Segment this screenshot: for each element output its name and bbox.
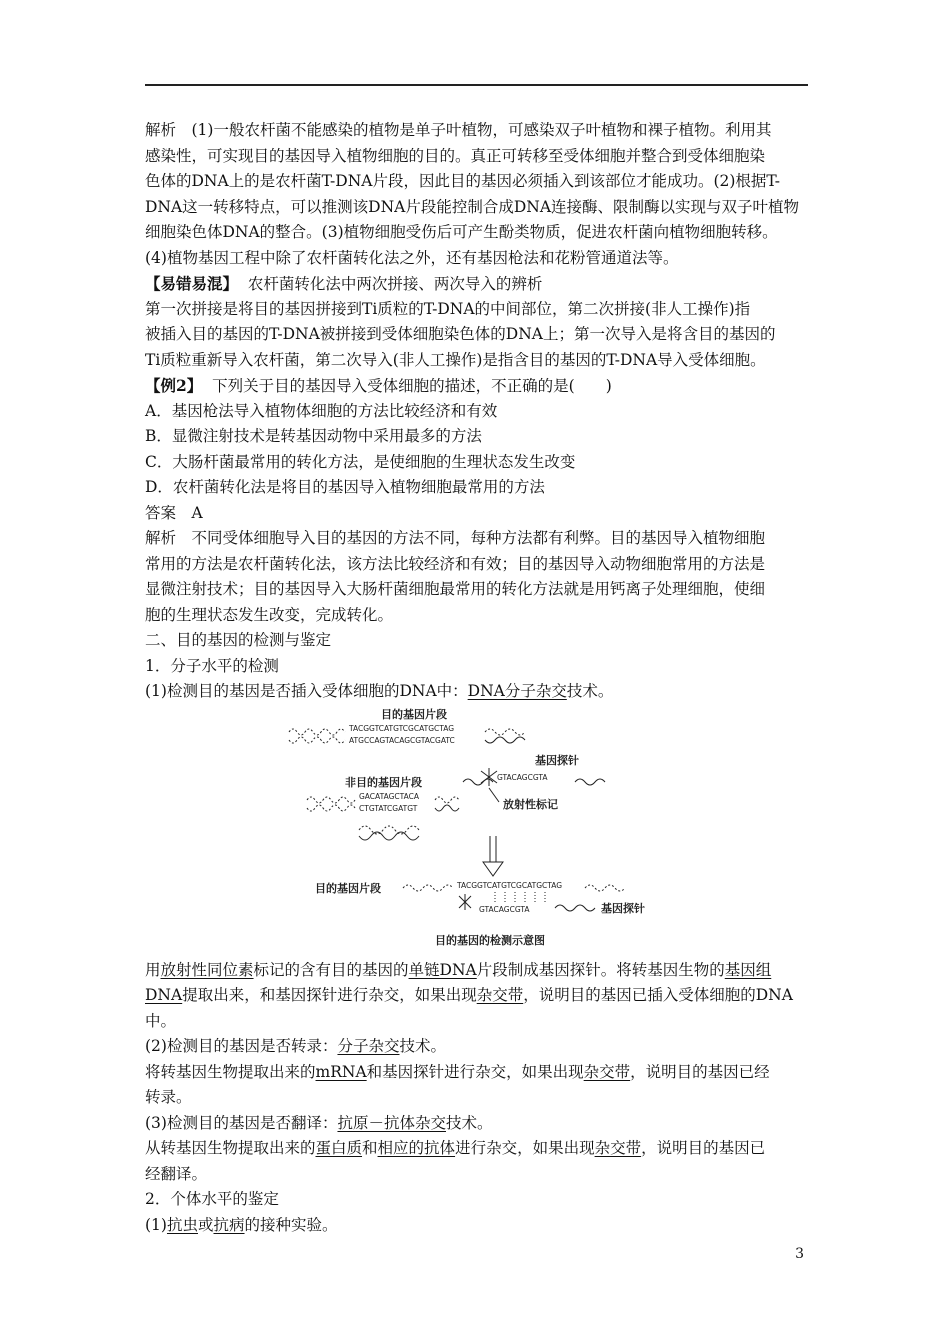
radioactive-label: 放射性标记 [503, 797, 558, 811]
down-arrow [483, 836, 503, 876]
probe-label: 基因探针 [535, 753, 579, 767]
text: 的接种实验。 [244, 1215, 338, 1234]
text: 将转基因生物提取出来的 [145, 1062, 316, 1081]
item-3 [145, 1111, 810, 1137]
para2-line: 转录。 [145, 1088, 192, 1106]
text: 或 [197, 1215, 214, 1234]
result-seq: TACGGTCATGTCGCATGCTAG [457, 880, 563, 890]
analysis-line: 色体的DNA上的是农杆菌T-DNA片段，因此目的基因必须插入到该部位才能成功。(2)根据T- [145, 172, 780, 190]
item-text: (1)检测目的基因是否插入受体细胞的DNA中： [145, 682, 468, 700]
text: ，说明目的基因已经 [630, 1062, 770, 1081]
text: 从转基因生物提取出来的 [145, 1139, 316, 1157]
option-b: B．显微注射技术是转基因动物中采用最多的方法 [145, 427, 482, 445]
underlined-term: DNA [145, 986, 183, 1004]
item-4 [145, 1213, 810, 1239]
subsection-heading: 2．个体水平的鉴定 [145, 1190, 279, 1208]
subsection-heading: 1．分子水平的检测 [145, 656, 279, 675]
result-left-label: 目的基因片段 [315, 881, 381, 895]
analysis-line: DNA这一转移特点，可以推测该DNA片段能控制合成DNA连接酶、限制酶以实现与双子叶植物 [145, 197, 800, 216]
nontarget-label: 非目的基因片段 [345, 775, 422, 789]
result-right-label: 基因探针 [601, 901, 645, 915]
underlined-term: DNA分子杂交 [467, 682, 567, 700]
text: 技术。 [445, 1113, 493, 1132]
result-probe-strand [555, 905, 595, 911]
underlined-term: 基因组 [724, 960, 772, 979]
para1-line [145, 983, 810, 1009]
nontarget-seq-bottom: CTGTATCGATGT [359, 803, 418, 813]
result-strand [403, 885, 453, 891]
target-dna-strand-right [485, 737, 525, 743]
example-analysis-line: 胞的生理状态发生改变，完成转化。 [145, 605, 394, 624]
analysis-line: 感染性，可实现目的基因导入植物细胞的目的。真正可转移至受体细胞并整合到受体细胞染 [145, 146, 766, 165]
text: 技术。 [399, 1037, 446, 1055]
result-radioactive-mark [459, 894, 471, 910]
nontarget-seq-top: GACATAGCTACA [359, 791, 420, 801]
underlined-term: 杂交带 [594, 1139, 642, 1157]
confusion-line: Ti质粒重新导入农杆菌，第二次导入(非人工操作)是指含目的基因的T-DNA导入受体细胞。 [145, 350, 766, 369]
question-text: 下列关于目的基因导入受体细胞的描述，不正确的是( ) [212, 377, 612, 395]
text: 提取出来，和基因探针进行杂交，如果出现 [182, 986, 477, 1004]
target-seq-top: TACGGTCATGTCGCATGCTAG [349, 723, 455, 733]
confusion-title: 农杆菌转化法中两次拼接、两次导入的辨析 [247, 275, 543, 293]
confusion-tag: 【易错易混】 [145, 274, 239, 293]
para1-line: 中。 [145, 1011, 177, 1030]
underlined-term: 放射性同位素 [160, 960, 254, 979]
underlined-term: 蛋白质 [315, 1139, 363, 1157]
result-strand [585, 885, 625, 891]
analysis-line: 细胞染色体DNA的整合。(3)植物细胞受伤后可产生酚类物质，促进农杆菌向植物细胞转移。 [145, 223, 778, 241]
item-text: 技术。 [566, 682, 614, 700]
detection-diagram [285, 708, 665, 954]
underlined-term: mRNA [315, 1062, 367, 1081]
example-analysis-line: 显微注射技术；目的基因导入大肠杆菌细胞最常用的转化方法就是用钙离子处理细胞，使细 [145, 580, 766, 598]
target-label: 目的基因片段 [381, 707, 447, 721]
underlined-term: 分子杂交 [337, 1037, 400, 1055]
para2-line [145, 1060, 810, 1086]
page-content [145, 118, 810, 1238]
text: ，说明目的基因已 [641, 1139, 766, 1157]
page-number: 3 [795, 1246, 804, 1262]
para3-line: 经翻译。 [145, 1164, 208, 1183]
confusion-line: 被插入目的基因的T-DNA被拼接到受体细胞染色体的DNA上；第一次导入是将含目的基因的 [145, 325, 776, 343]
item-1 [145, 679, 810, 705]
analysis-line: 解析 (1)一般农杆菌不能感染的植物是单子叶植物，可感染双子叶植物和裸子植物。利用其 [145, 121, 772, 139]
loose-strand [359, 832, 419, 840]
loose-strand [359, 826, 419, 834]
underlined-term: 抗虫 [166, 1215, 198, 1234]
text: 片段制成基因探针。将转基因生物的 [476, 960, 725, 979]
probe-strand [575, 779, 605, 785]
para3-line [145, 1136, 810, 1162]
text: (2)检测目的基因是否转录： [145, 1037, 338, 1055]
nontarget-dna-strand [307, 805, 355, 811]
text: 标记的含有目的基因的 [253, 960, 409, 979]
underlined-term: 杂交带 [476, 986, 524, 1004]
text: (3)检测目的基因是否翻译： [145, 1113, 338, 1132]
hybrid-bonds [495, 892, 545, 904]
target-dna-strand-left [289, 729, 345, 735]
text: 和 [362, 1139, 378, 1157]
example-tag: 【例2】 [145, 376, 203, 395]
probe-seq: GTACAGCGTA [497, 772, 548, 782]
figure-caption: 目的基因的检测示意图 [435, 933, 545, 947]
analysis-line: (4)植物基因工程中除了农杆菌转化法之外，还有基因枪法和花粉管通道法等。 [145, 248, 679, 267]
result-probe-seq: GTACAGCGTA [479, 904, 530, 914]
para1-line [145, 958, 810, 984]
nontarget-dna-strand [435, 797, 459, 803]
underlined-term: 抗病 [213, 1215, 245, 1234]
confusion-line: 第一次拼接是将目的基因拼接到Ti质粒的T-DNA的中间部位，第二次拼接(非人工操作)指 [145, 299, 751, 318]
nontarget-dna-strand [307, 797, 355, 803]
underlined-term: 抗原－抗体杂交 [337, 1113, 446, 1132]
target-dna-strand-left [289, 737, 345, 743]
target-seq-bottom: ATGCCAGTACAGCGTACGATC [349, 735, 455, 745]
text: (1) [145, 1215, 167, 1234]
option-a: A．基因枪法导入植物体细胞的方法比较经济和有效 [145, 401, 498, 420]
item-2 [145, 1034, 810, 1060]
example-analysis-line: 常用的方法是农杆菌转化法，该方法比较经济和有效；目的基因导入动物细胞常用的方法是 [145, 554, 766, 573]
nontarget-dna-strand [435, 805, 459, 811]
text: 和基因探针进行杂交，如果出现 [366, 1062, 584, 1081]
text: 用 [145, 960, 161, 979]
section-heading: 二、目的基因的检测与鉴定 [145, 631, 332, 649]
confusion-heading [145, 271, 810, 297]
example-analysis-line: 解析 不同受体细胞导入目的基因的方法不同，每种方法都有利弊。目的基因导入植物细胞 [145, 529, 766, 547]
example-question [145, 373, 810, 399]
target-dna-strand-right [485, 729, 525, 735]
header-rule [145, 84, 808, 86]
text: ，说明目的基因已插入受体细胞的DNA [523, 986, 793, 1004]
underlined-term: 单链DNA [408, 960, 477, 979]
underlined-term: 杂交带 [583, 1062, 631, 1081]
text: 进行杂交，如果出现 [455, 1139, 595, 1157]
option-d: D．农杆菌转化法是将目的基因导入植物细胞最常用的方法 [145, 478, 545, 496]
option-c: C．大肠杆菌最常用的转化方法，是使细胞的生理状态发生改变 [145, 452, 576, 471]
detection-figure [145, 708, 810, 956]
answer: 答案 A [145, 503, 203, 522]
underlined-term: 相应的抗体 [377, 1139, 456, 1157]
